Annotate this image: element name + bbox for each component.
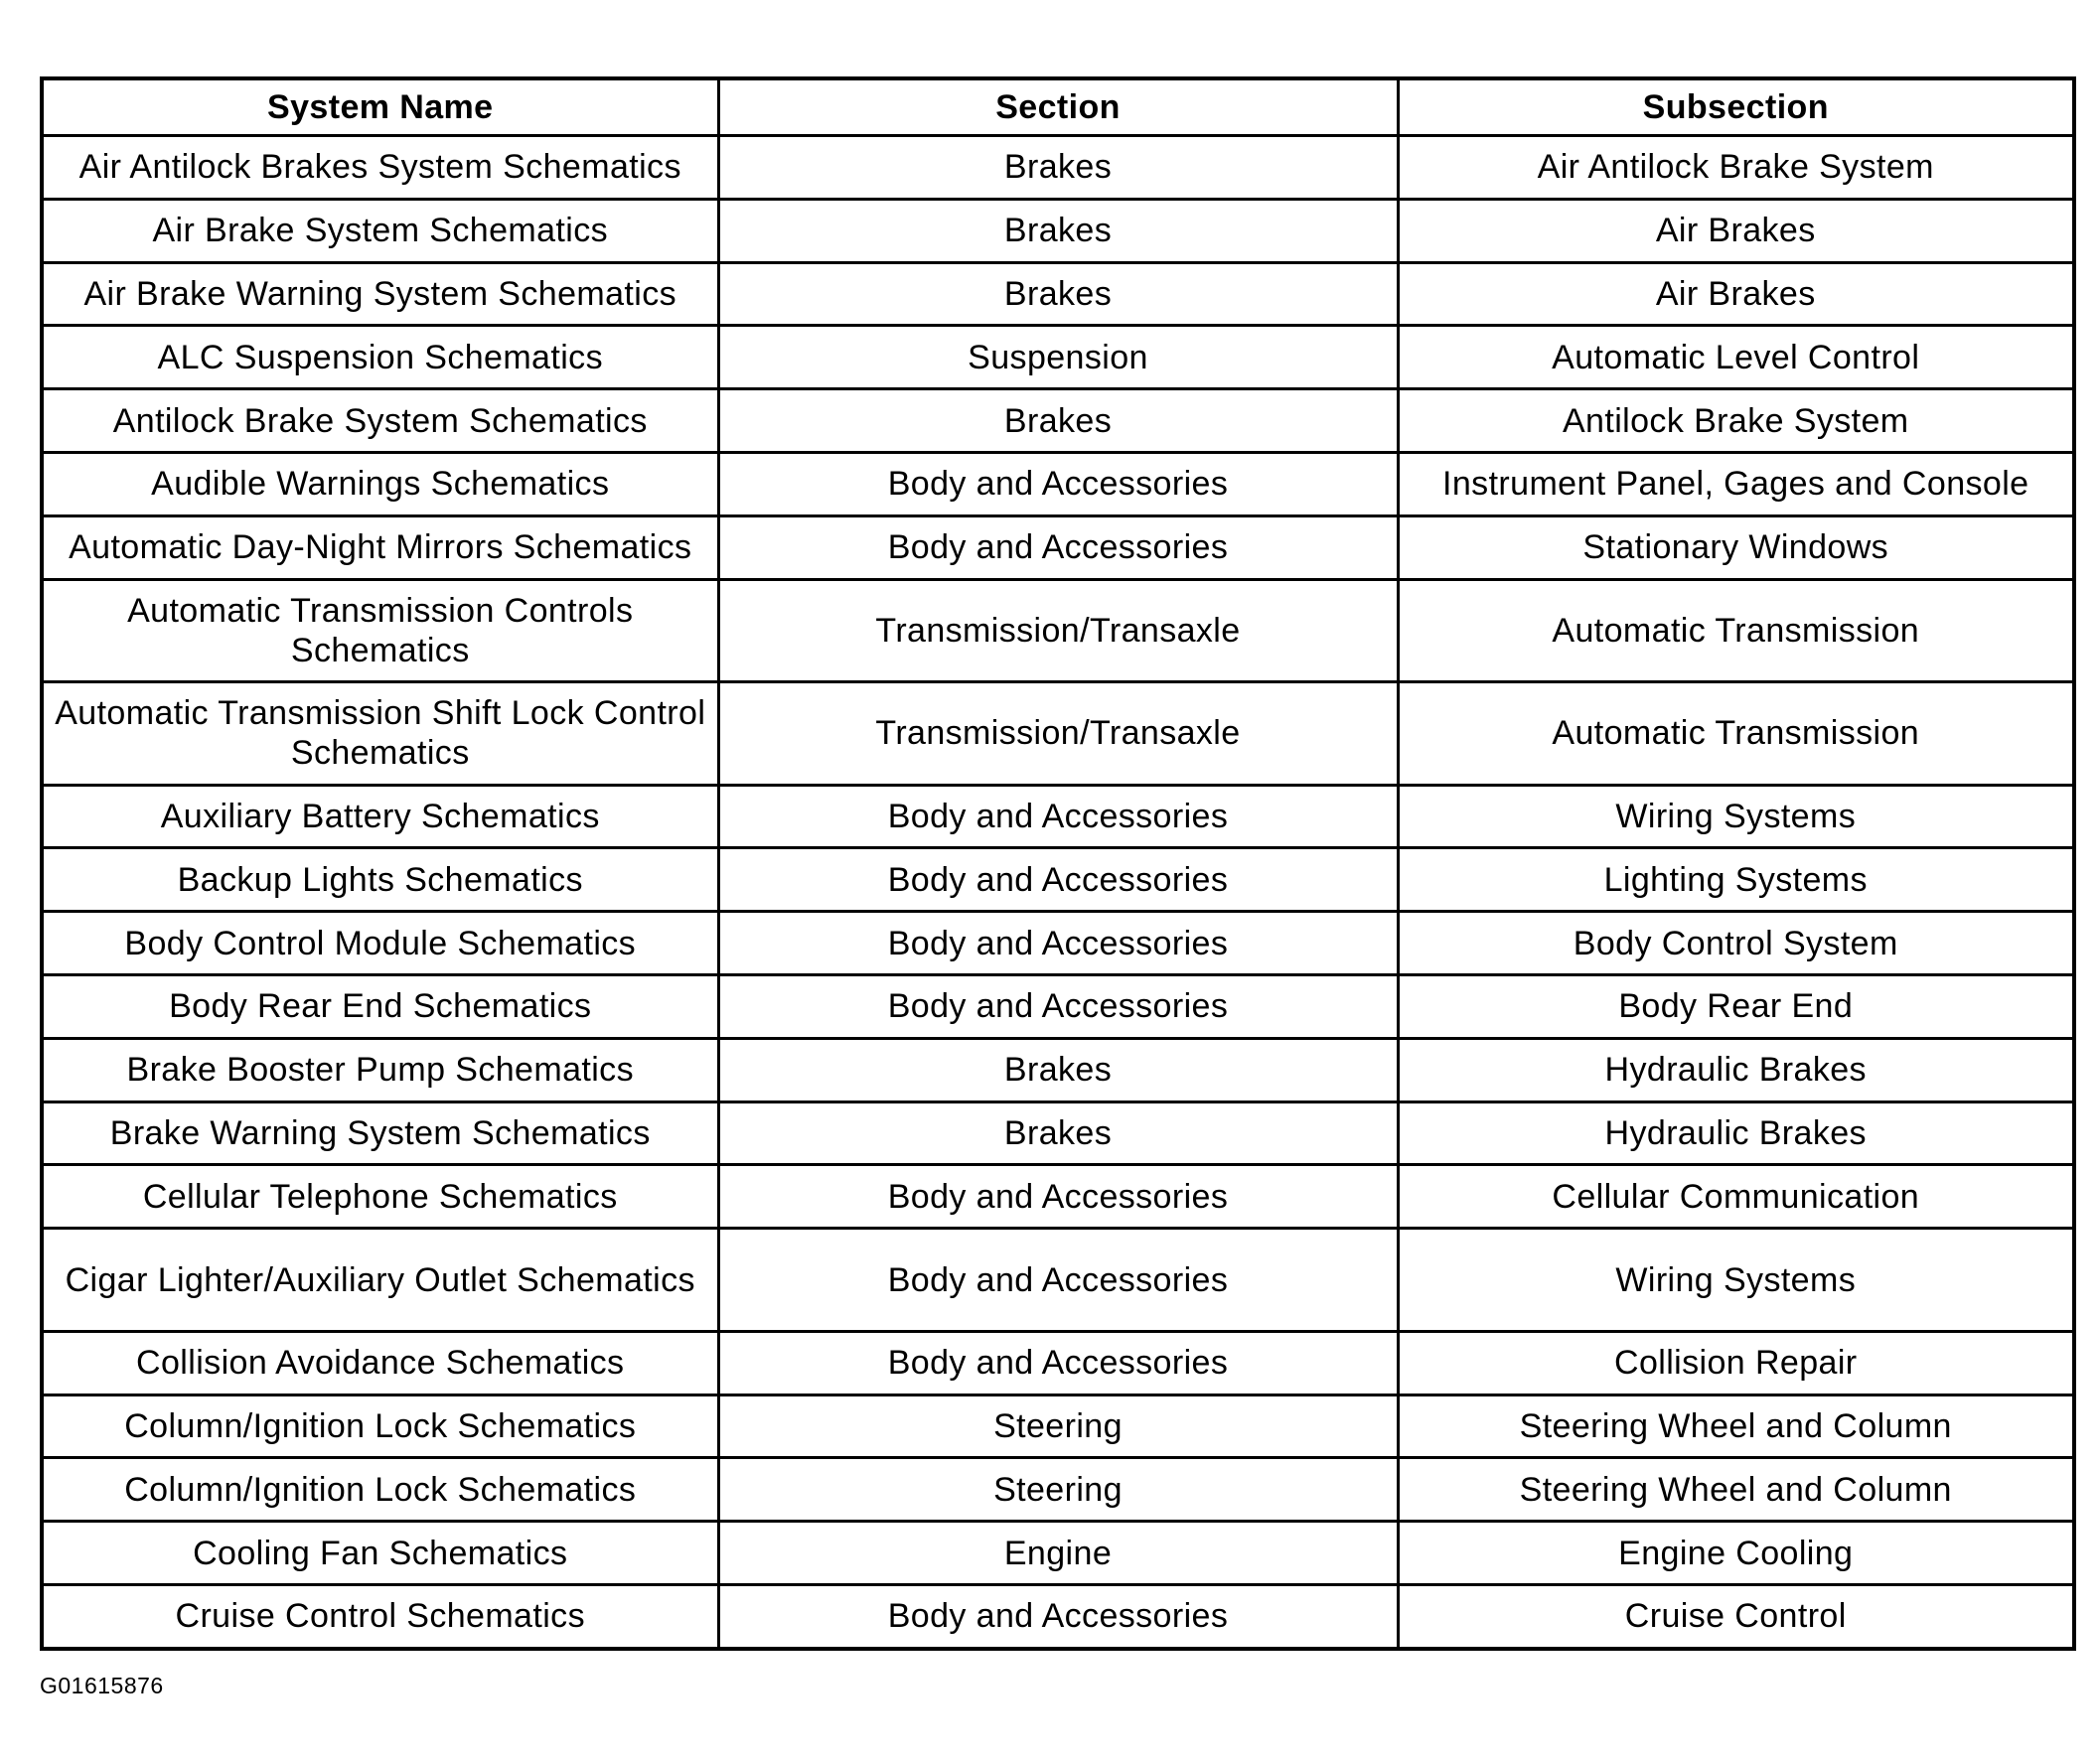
cell-subsection: Steering Wheel and Column — [1398, 1394, 2074, 1458]
cell-section: Brakes — [718, 1101, 1398, 1165]
table-row — [42, 1165, 2074, 1229]
cell-subsection: Wiring Systems — [1398, 1229, 2074, 1332]
header-section: Section — [718, 78, 1398, 136]
cell-system-name: Cruise Control Schematics — [42, 1584, 718, 1649]
cell-subsection: Automatic Transmission — [1398, 682, 2074, 786]
cell-section: Body and Accessories — [718, 912, 1398, 975]
table-row — [42, 1229, 2074, 1332]
table-row — [42, 452, 2074, 515]
table-row — [42, 515, 2074, 579]
table-row — [42, 785, 2074, 848]
table-row — [42, 1101, 2074, 1165]
cell-system-name: Air Brake Warning System Schematics — [42, 262, 718, 326]
cell-section: Steering — [718, 1394, 1398, 1458]
cell-system-name: Brake Warning System Schematics — [42, 1101, 718, 1165]
table-row — [42, 389, 2074, 453]
cell-subsection: Hydraulic Brakes — [1398, 1038, 2074, 1101]
cell-section: Steering — [718, 1458, 1398, 1522]
cell-section: Body and Accessories — [718, 1165, 1398, 1229]
cell-subsection: Steering Wheel and Column — [1398, 1458, 2074, 1522]
cell-system-name: Antilock Brake System Schematics — [42, 389, 718, 453]
cell-section: Brakes — [718, 199, 1398, 262]
cell-system-name: Auxiliary Battery Schematics — [42, 785, 718, 848]
cell-subsection: Automatic Transmission — [1398, 579, 2074, 682]
header-subsection: Subsection — [1398, 78, 2074, 136]
cell-subsection: Engine Cooling — [1398, 1522, 2074, 1585]
header-row — [42, 78, 2074, 136]
header-system-name: System Name — [42, 78, 718, 136]
table-row — [42, 1331, 2074, 1394]
cell-section: Engine — [718, 1522, 1398, 1585]
cell-section: Brakes — [718, 262, 1398, 326]
table-row — [42, 682, 2074, 786]
cell-subsection: Cellular Communication — [1398, 1165, 2074, 1229]
cell-system-name: ALC Suspension Schematics — [42, 326, 718, 389]
cell-system-name: Body Rear End Schematics — [42, 975, 718, 1039]
cell-system-name: Collision Avoidance Schematics — [42, 1331, 718, 1394]
cell-system-name: Body Control Module Schematics — [42, 912, 718, 975]
cell-section: Brakes — [718, 136, 1398, 200]
cell-system-name: Air Brake System Schematics — [42, 199, 718, 262]
cell-section: Body and Accessories — [718, 1331, 1398, 1394]
cell-subsection: Air Brakes — [1398, 199, 2074, 262]
figure-id: G01615876 — [40, 1673, 164, 1698]
cell-system-name: Backup Lights Schematics — [42, 848, 718, 912]
cell-subsection: Automatic Level Control — [1398, 326, 2074, 389]
schematics-index-table — [40, 76, 2076, 1651]
table-row — [42, 326, 2074, 389]
cell-subsection: Air Antilock Brake System — [1398, 136, 2074, 200]
cell-section: Body and Accessories — [718, 452, 1398, 515]
table-row — [42, 1584, 2074, 1649]
cell-section: Suspension — [718, 326, 1398, 389]
cell-subsection: Air Brakes — [1398, 262, 2074, 326]
cell-system-name: Cooling Fan Schematics — [42, 1522, 718, 1585]
cell-subsection: Stationary Windows — [1398, 515, 2074, 579]
cell-system-name: Cellular Telephone Schematics — [42, 1165, 718, 1229]
table-row — [42, 136, 2074, 200]
table-row — [42, 848, 2074, 912]
cell-system-name: Automatic Day-Night Mirrors Schematics — [42, 515, 718, 579]
table-row — [42, 199, 2074, 262]
cell-section: Body and Accessories — [718, 975, 1398, 1039]
cell-subsection: Collision Repair — [1398, 1331, 2074, 1394]
table-row — [42, 1038, 2074, 1101]
cell-system-name: Air Antilock Brakes System Schematics — [42, 136, 718, 200]
cell-system-name: Automatic Transmission Controls Schematics — [42, 579, 718, 682]
cell-system-name: Brake Booster Pump Schematics — [42, 1038, 718, 1101]
cell-system-name: Column/Ignition Lock Schematics — [42, 1394, 718, 1458]
cell-subsection: Body Control System — [1398, 912, 2074, 975]
cell-section: Body and Accessories — [718, 1584, 1398, 1649]
table-row — [42, 975, 2074, 1039]
cell-subsection: Cruise Control — [1398, 1584, 2074, 1649]
cell-subsection: Instrument Panel, Gages and Console — [1398, 452, 2074, 515]
cell-subsection: Wiring Systems — [1398, 785, 2074, 848]
cell-system-name: Cigar Lighter/Auxiliary Outlet Schematics — [42, 1229, 718, 1332]
table-row — [42, 1458, 2074, 1522]
cell-section: Body and Accessories — [718, 785, 1398, 848]
cell-subsection: Lighting Systems — [1398, 848, 2074, 912]
cell-section: Transmission/Transaxle — [718, 682, 1398, 786]
table-row — [42, 262, 2074, 326]
cell-section: Body and Accessories — [718, 848, 1398, 912]
cell-section: Brakes — [718, 389, 1398, 453]
cell-subsection: Body Rear End — [1398, 975, 2074, 1039]
cell-section: Body and Accessories — [718, 1229, 1398, 1332]
table-row — [42, 1394, 2074, 1458]
cell-section: Transmission/Transaxle — [718, 579, 1398, 682]
cell-section: Body and Accessories — [718, 515, 1398, 579]
cell-subsection: Hydraulic Brakes — [1398, 1101, 2074, 1165]
table-row — [42, 579, 2074, 682]
table-row — [42, 912, 2074, 975]
cell-subsection: Antilock Brake System — [1398, 389, 2074, 453]
cell-system-name: Automatic Transmission Shift Lock Control Schematics — [42, 682, 718, 786]
cell-system-name: Audible Warnings Schematics — [42, 452, 718, 515]
table-row — [42, 1522, 2074, 1585]
cell-section: Brakes — [718, 1038, 1398, 1101]
cell-system-name: Column/Ignition Lock Schematics — [42, 1458, 718, 1522]
